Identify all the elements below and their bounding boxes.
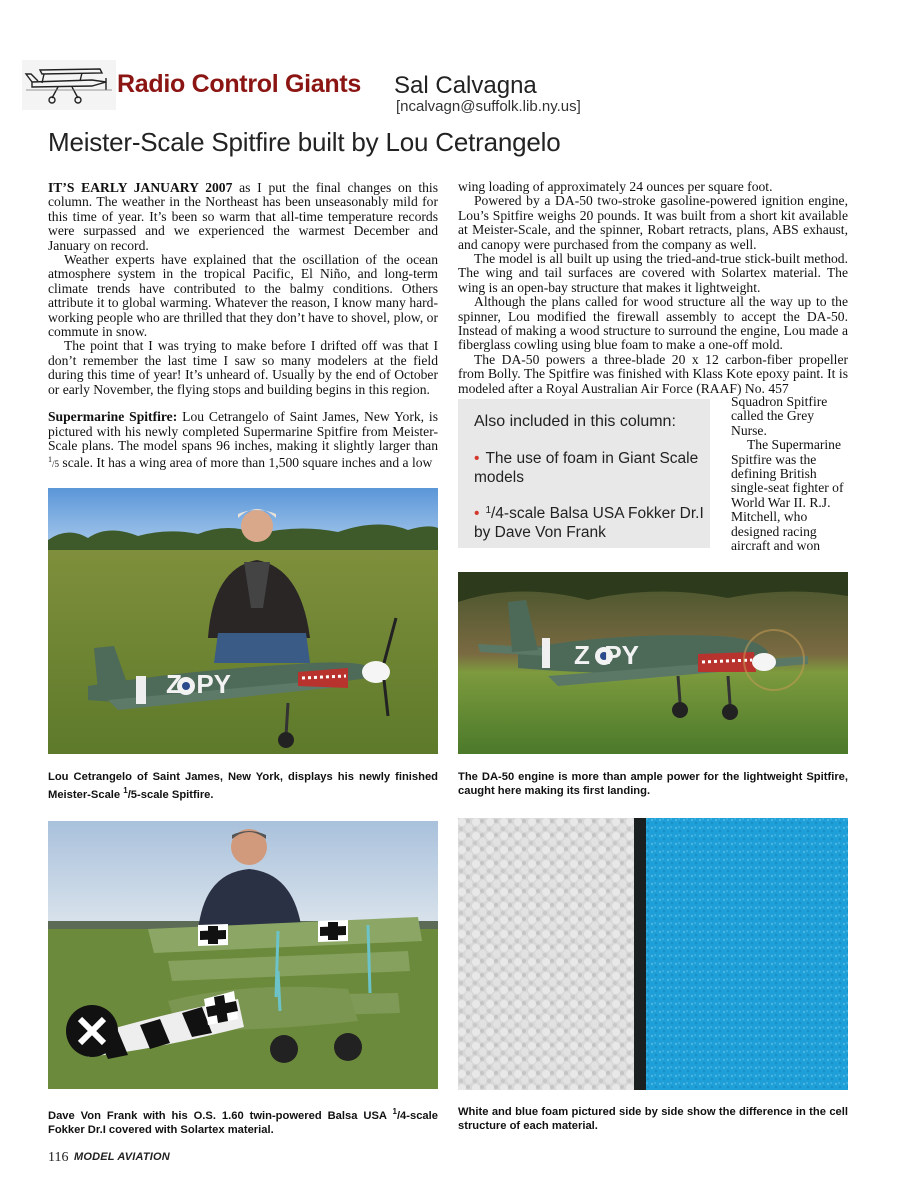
article-column-1 bbox=[48, 181, 438, 472]
aircraft-code: Z PY bbox=[166, 669, 232, 699]
article-column-3 bbox=[731, 395, 851, 553]
caption-photo-1 bbox=[48, 770, 438, 802]
column-name: Radio Control Giants bbox=[117, 70, 362, 98]
fraction-denominator: /5 bbox=[52, 459, 60, 470]
biplane-sketch-icon bbox=[22, 60, 116, 110]
article-headline: Meister-Scale Spitfire built by Lou Cetrangelo bbox=[48, 127, 561, 157]
fraction-numerator: 1 bbox=[48, 455, 52, 465]
article-column-2 bbox=[458, 180, 848, 396]
paragraph-text: scale. It has a wing area of more than 1,500 square inches and a low bbox=[59, 455, 433, 471]
page-number: 116 bbox=[48, 1150, 69, 1165]
fraction-numerator: 1 bbox=[123, 786, 128, 795]
photo-lou-spitfire bbox=[48, 488, 438, 754]
bullet-icon: • bbox=[474, 450, 480, 467]
sidebar-title: Also included in this column: bbox=[474, 413, 676, 430]
paragraph: The model is all built up using the tried-and-true stick-built method. The wing and tail surfaces are covered with Solartex material. The wing is an open-bay structure that makes it lightweight. bbox=[458, 251, 848, 295]
paragraph: Squadron Spitfire called the Grey Nurse. bbox=[731, 394, 828, 438]
column-logo bbox=[22, 60, 116, 110]
lead-in: IT’S EARLY JANUARY 2007 bbox=[48, 180, 233, 195]
sidebar-item bbox=[474, 501, 704, 542]
paragraph-text: Lou Cetrangelo of Saint James, New York, is pictured with his newly completed Supermarine Spitfire from Meister-Scale plans. The model spans 96 inches, making it slightly larger than bbox=[48, 409, 438, 453]
sidebar-item-text: /4-scale Balsa USA Fokker Dr.I by Dave Von Frank bbox=[474, 505, 704, 541]
paragraph: Weather experts have explained that the oscillation of the ocean atmosphere system in the tropical Pacific, El Niño, and long-term climate trends have contributed to the balmy conditions. Others attribute it to global warming. Whatever the reason, I know many hard-working people who are thrilled that they don’t have to shovel, plow, or commute in snow. bbox=[48, 252, 438, 340]
paragraph: The point that I was trying to make before I drifted off was that I don’t remember the last time I saw so many modelers at the field during this time of year! It’s unheard of. Usually by the end of October or early November, the flying stops and building begins in this region. bbox=[48, 338, 438, 397]
aircraft-code: Z PY bbox=[574, 640, 640, 670]
sidebar-item bbox=[474, 449, 704, 487]
bullet-icon: • bbox=[474, 505, 480, 522]
paragraph: The DA-50 powers a three-blade 20 x 12 carbon-fiber propeller from Bolly. The Spitfire was finished with Klass Kote epoxy paint. It is modeled after a Royal Australian Air Force (RAAF) No. 457 bbox=[458, 351, 848, 396]
caption-text: Lou Cetrangelo of Saint James, New York, displays his newly finished Meister-Scale bbox=[48, 771, 438, 801]
paragraph-text: as I put the final changes on this column. The weather in the Northeast has been unseasonably mild for this time of year. It’s been so warm that all-time temperature records were surpassed and we experienced the warmest December and January on record. bbox=[48, 180, 439, 253]
sidebar-item-text: The use of foam in Giant Scale models bbox=[474, 450, 699, 486]
magazine-name: MODEL AVIATION bbox=[74, 1151, 170, 1163]
paragraph bbox=[48, 181, 438, 253]
caption-photo-3 bbox=[48, 1105, 438, 1137]
fraction-numerator: 1 bbox=[485, 505, 491, 516]
paragraph: wing loading of approximately 24 ounces per square foot. bbox=[458, 179, 773, 194]
subhead: Supermarine Spitfire: bbox=[48, 409, 178, 425]
author-name: Sal Calvagna bbox=[394, 72, 537, 99]
author-email[interactable]: [ncalvagn@suffolk.lib.ny.us] bbox=[396, 98, 581, 115]
paragraph: Powered by a DA-50 two-stroke gasoline-powered ignition engine, Lou’s Spitfire weighs 20 pounds. It was built from a short kit available at Meister-Scale, and the spinner, Robart retracts, plans, ABS exhaust, and canopy were purchased from the company as well. bbox=[458, 193, 848, 252]
caption-text: /5-scale Spitfire. bbox=[127, 789, 214, 801]
photo-dave-fokker bbox=[48, 821, 438, 1089]
photo-spitfire-landing bbox=[458, 572, 848, 754]
paragraph: Although the plans called for wood structure all the way up to the spinner, Lou modified the firewall assembly to accept the DA-50. Instead of making a wood structure to surround the engine, Lou made a fiberglass cowling using blue foam to make a one-off mold. bbox=[458, 294, 848, 353]
paragraph: The Supermarine Spitfire was the defining British single-seat fighter of World War II. R.J. Mitchell, who designed racing aircraft and won bbox=[731, 437, 844, 554]
fraction-numerator: 1 bbox=[392, 1107, 397, 1116]
caption-photo-4: White and blue foam pictured side by side show the difference in the cell structure of each material. bbox=[458, 1106, 848, 1132]
photo-foam-comparison bbox=[458, 818, 848, 1090]
also-included-box bbox=[458, 399, 710, 548]
caption-photo-2: The DA-50 engine is more than ample power for the lightweight Spitfire, caught here making its first landing. bbox=[458, 771, 848, 797]
caption-text: Dave Von Frank with his O.S. 1.60 twin-powered Balsa USA bbox=[48, 1110, 393, 1122]
caption-text: /4-scale Fokker Dr.I covered with Solartex material. bbox=[48, 1110, 438, 1136]
paragraph bbox=[48, 410, 438, 472]
